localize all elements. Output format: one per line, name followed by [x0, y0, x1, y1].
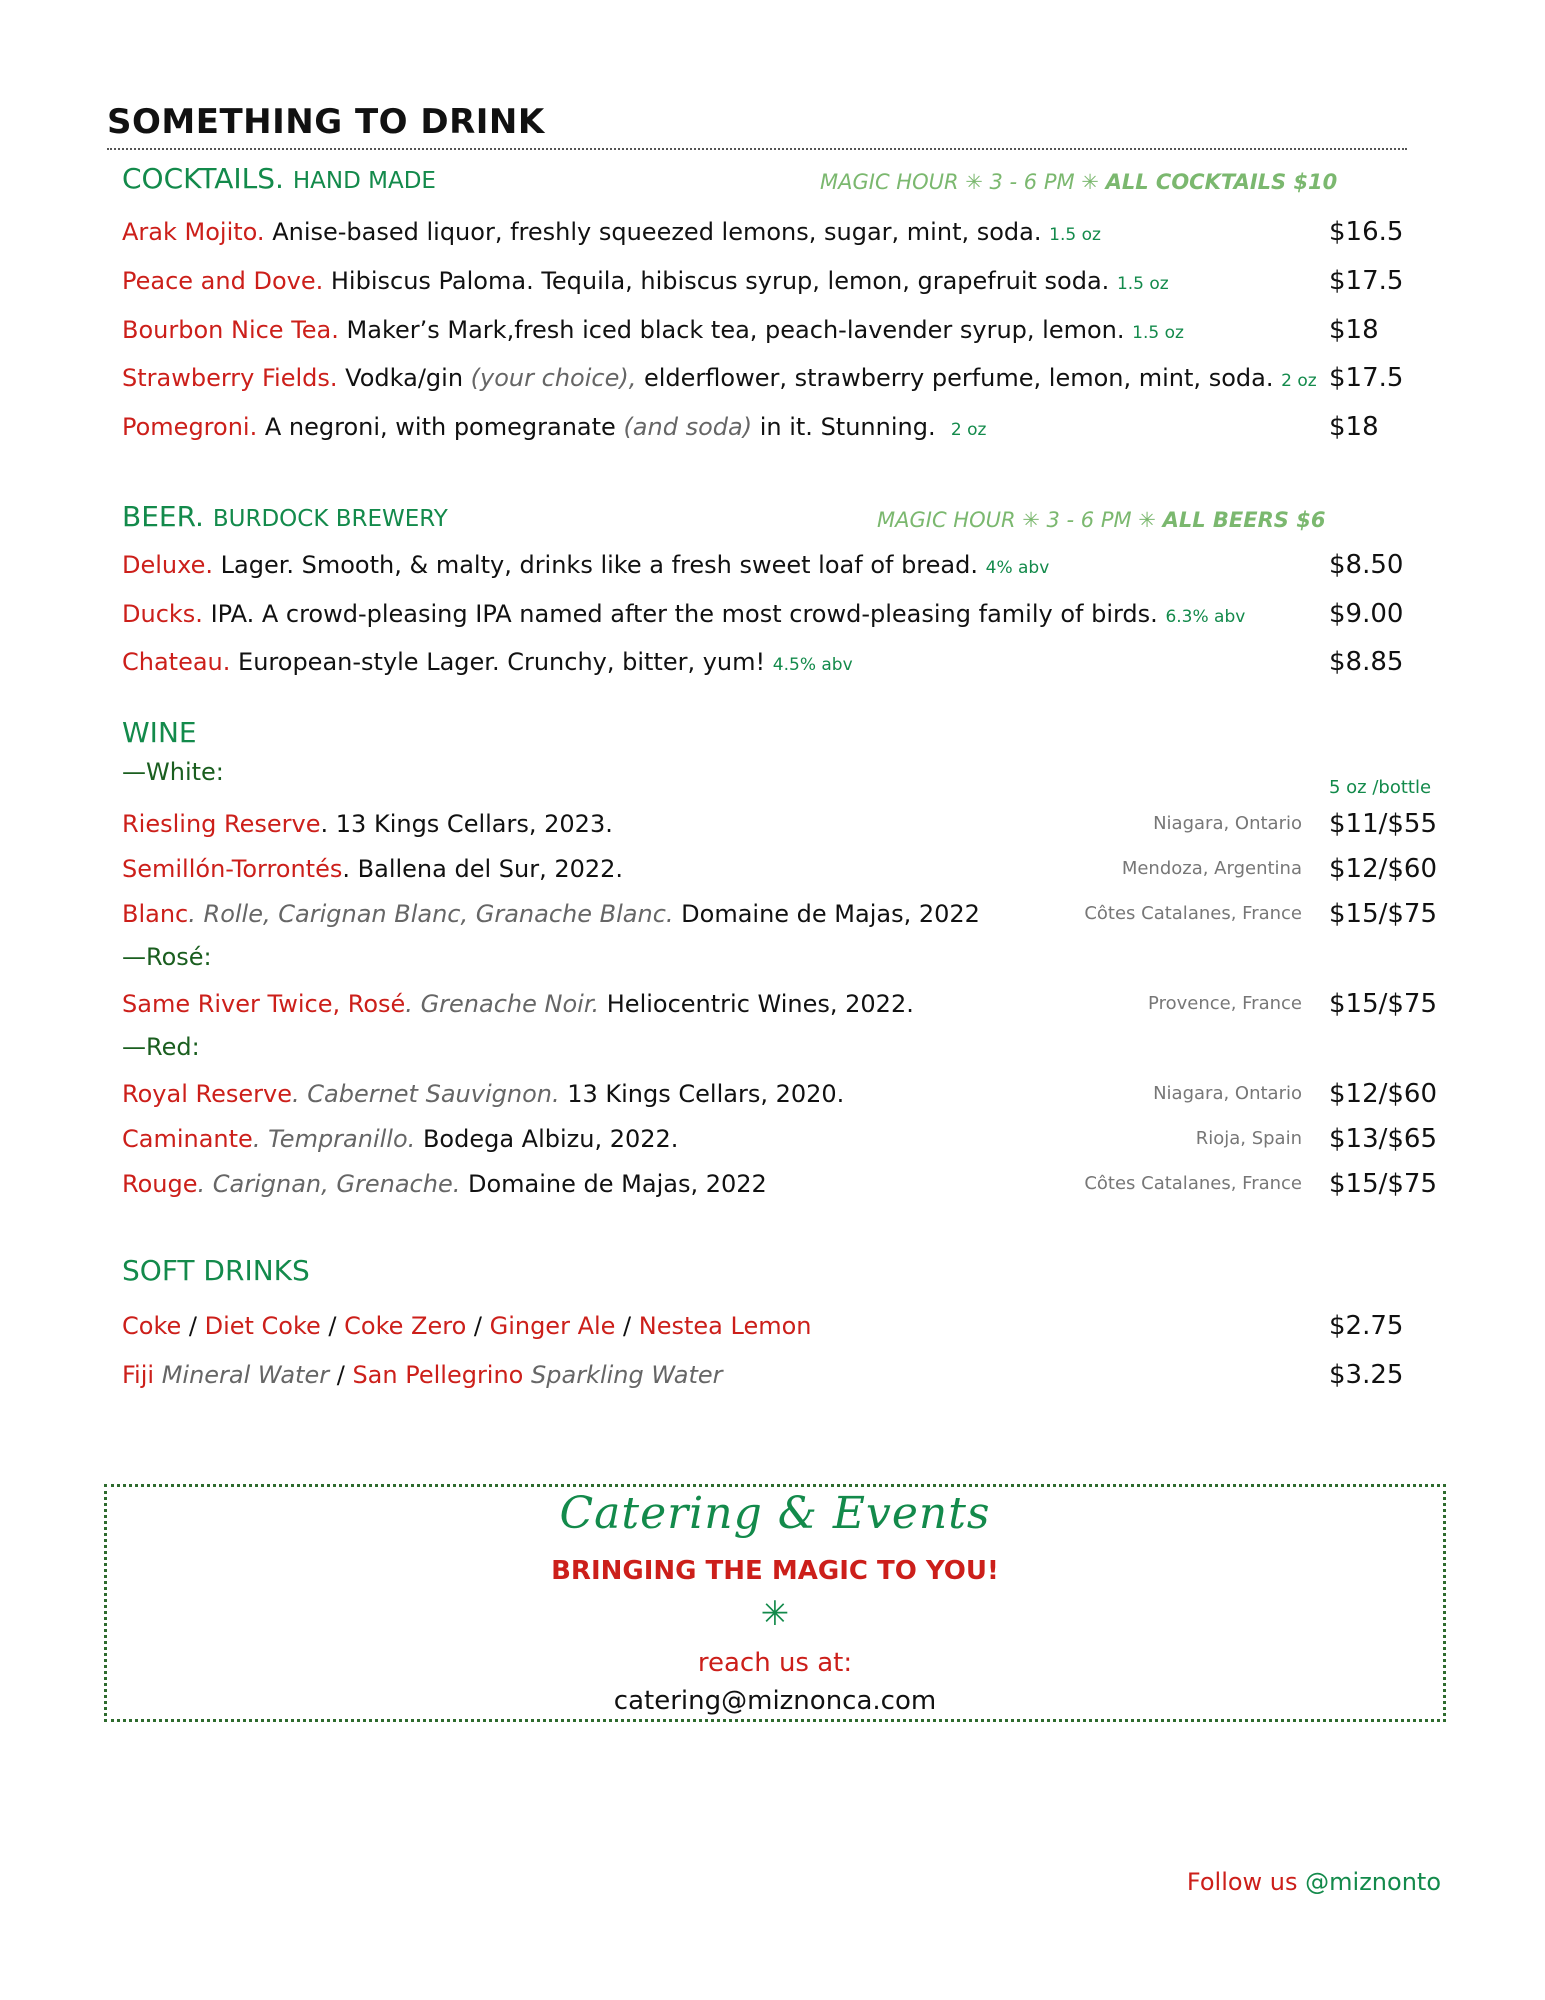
wine-grape: Grenache Noir.: [420, 990, 600, 1018]
item-price: $8.85: [1329, 647, 1404, 677]
wine-region: Côtes Catalanes, France: [1084, 903, 1302, 924]
wine-name: Riesling Reserve: [122, 810, 321, 838]
catering-tagline: BRINGING THE MAGIC TO YOU!: [551, 1556, 999, 1586]
item-price: $9.00: [1329, 599, 1404, 629]
wine-rose-label: —Rosé:: [122, 943, 212, 971]
cocktails-title: COCKTAILS.: [122, 162, 284, 195]
item-desc: in it. Stunning.: [759, 413, 936, 441]
soft-drink-row: Coke / Diet Coke / Coke Zero / Ginger Ale / Nestea Lemon: [122, 1312, 812, 1340]
wine-producer: Domaine de Majas, 2022: [681, 900, 980, 928]
item-abv: 4.5% abv: [772, 655, 853, 675]
menu-item: [122, 216, 1101, 248]
cocktails-heading: [122, 162, 436, 195]
beer-heading: [122, 500, 448, 533]
wine-red-label: —Red:: [122, 1033, 200, 1061]
wine-name: Blanc: [122, 900, 189, 928]
wine-price: $15/$75: [1329, 1169, 1438, 1199]
cocktails-subtitle: HAND MADE: [292, 168, 436, 194]
wine-producer: Domaine de Majas, 2022: [468, 1170, 767, 1198]
soft-drink-name: Nestea Lemon: [638, 1312, 812, 1340]
item-desc: European-style Lager. Crunchy, bitter, yum!: [238, 648, 766, 676]
item-abv: 6.3% abv: [1165, 607, 1246, 627]
item-name: Peace and Dove.: [122, 267, 324, 295]
menu-item: [122, 598, 1245, 630]
item-size: 1.5 oz: [1116, 274, 1169, 294]
item-desc: Lager. Smooth, & malty, drinks like a fresh sweet loaf of bread.: [220, 551, 978, 579]
wine-item: Riesling Reserve. 13 Kings Cellars, 2023.: [122, 810, 613, 838]
wine-price: $15/$75: [1329, 989, 1438, 1019]
item-desc-italic: (your choice),: [470, 364, 637, 392]
soft-drink-name: San Pellegrino: [352, 1361, 524, 1389]
wine-item: Same River Twice, Rosé. Grenache Noir. Heliocentric Wines, 2022.: [122, 990, 914, 1018]
cocktails-magic-hour: [820, 170, 1337, 194]
soft-drinks-heading: SOFT DRINKS: [122, 1254, 310, 1287]
wine-region: Niagara, Ontario: [1153, 813, 1302, 834]
catering-email-link[interactable]: catering@miznonca.com: [613, 1686, 937, 1716]
item-desc: elderflower, strawberry perfume, lemon, mint, soda.: [643, 364, 1274, 392]
wine-name: Royal Reserve: [122, 1080, 292, 1108]
magic-hour-label: MAGIC HOUR ✳ 3 - 6 PM ✳: [820, 170, 1099, 194]
wine-region: Mendoza, Argentina: [1121, 858, 1302, 879]
wine-producer: Bodega Albizu, 2022.: [422, 1125, 679, 1153]
wine-item: Semillón-Torrontés. Ballena del Sur, 2022.: [122, 855, 624, 883]
wine-region: Niagara, Ontario: [1153, 1083, 1302, 1104]
beer-title: BEER.: [122, 500, 204, 533]
wine-name: Rouge: [122, 1170, 198, 1198]
item-desc: Hibiscus Paloma. Tequila, hibiscus syrup, lemon, grapefruit soda.: [330, 267, 1110, 295]
item-name: Deluxe.: [122, 551, 213, 579]
catering-reach-label: reach us at:: [697, 1648, 853, 1678]
wine-price: $11/$55: [1329, 809, 1438, 839]
menu-item: [122, 265, 1169, 297]
wine-price: $13/$65: [1329, 1124, 1438, 1154]
follow-us: [1187, 1868, 1441, 1896]
item-name: Pomegroni.: [122, 413, 258, 441]
menu-item: [122, 549, 1049, 581]
follow-label: Follow us: [1186, 1868, 1306, 1896]
wine-grape: Cabernet Sauvignon.: [307, 1080, 560, 1108]
beer-subtitle: BURDOCK BREWERY: [212, 506, 448, 532]
wine-white-label: —White:: [122, 758, 224, 786]
item-name: Chateau.: [122, 648, 231, 676]
wine-item: Royal Reserve. Cabernet Sauvignon. 13 Kings Cellars, 2020.: [122, 1080, 845, 1108]
magic-hour-label: MAGIC HOUR ✳ 3 - 6 PM ✳: [877, 508, 1156, 532]
magic-hour-deal: ALL BEERS $6: [1162, 508, 1326, 532]
wine-price: $12/$60: [1329, 1079, 1438, 1109]
item-desc-italic: (and soda): [623, 413, 753, 441]
social-handle-link[interactable]: @miznonto: [1305, 1868, 1441, 1896]
star-icon: ✳: [760, 1594, 790, 1634]
wine-price: $12/$60: [1329, 854, 1438, 884]
item-price: $17.5: [1329, 363, 1404, 393]
wine-item: Rouge. Carignan, Grenache. Domaine de Majas, 2022: [122, 1170, 767, 1198]
soft-drink-desc: Mineral Water: [161, 1361, 330, 1389]
title-divider: [107, 148, 1407, 150]
item-desc: Maker’s Mark,fresh iced black tea, peach-lavender syrup, lemon.: [346, 316, 1125, 344]
wine-heading: WINE: [122, 716, 197, 749]
wine-grape: Carignan, Grenache.: [212, 1170, 461, 1198]
beer-magic-hour: [877, 508, 1325, 532]
item-size: 2 oz: [1281, 371, 1317, 391]
wine-name: Same River Twice, Rosé: [122, 990, 406, 1018]
wine-producer: Heliocentric Wines, 2022.: [606, 990, 914, 1018]
wine-size-header: 5 oz /bottle: [1329, 777, 1432, 798]
soft-drink-name: Coke: [122, 1312, 182, 1340]
item-name: Ducks.: [122, 600, 203, 628]
item-name: Strawberry Fields.: [122, 364, 338, 392]
menu-item: [122, 411, 986, 443]
magic-hour-deal: ALL COCKTAILS $10: [1105, 170, 1338, 194]
wine-item: Caminante. Tempranillo. Bodega Albizu, 2022.: [122, 1125, 679, 1153]
soft-drink-row: Fiji Mineral Water / San Pellegrino Sparkling Water: [122, 1361, 723, 1389]
menu-item: [122, 314, 1184, 346]
item-price: $17.5: [1329, 266, 1404, 296]
item-desc: Vodka/gin: [345, 364, 464, 392]
wine-producer: 13 Kings Cellars, 2023.: [335, 810, 613, 838]
menu-item: [122, 362, 1317, 394]
wine-name: Caminante: [122, 1125, 253, 1153]
wine-region: Côtes Catalanes, France: [1084, 1173, 1302, 1194]
page-title: SOMETHING TO DRINK: [107, 102, 545, 142]
item-price: $18: [1329, 412, 1379, 442]
item-desc: IPA. A crowd-pleasing IPA named after the most crowd-pleasing family of birds.: [210, 600, 1158, 628]
item-size: 2 oz: [950, 420, 987, 440]
soft-drink-name: Fiji: [122, 1361, 155, 1389]
wine-region: Rioja, Spain: [1195, 1128, 1302, 1149]
soft-drink-price: $2.75: [1329, 1311, 1404, 1341]
wine-grape: Tempranillo.: [268, 1125, 416, 1153]
wine-region: Provence, France: [1148, 993, 1302, 1014]
item-desc: Anise-based liquor, freshly squeezed lemons, sugar, mint, soda.: [272, 218, 1042, 246]
wine-producer: Ballena del Sur, 2022.: [357, 855, 624, 883]
menu-item: [122, 646, 853, 678]
soft-drink-name: Coke Zero: [344, 1312, 467, 1340]
item-abv: 4% abv: [985, 558, 1050, 578]
wine-grape: Rolle, Carignan Blanc, Granache Blanc.: [203, 900, 674, 928]
item-name: Bourbon Nice Tea.: [122, 316, 339, 344]
catering-title: Catering & Events: [559, 1488, 991, 1539]
item-price: $8.50: [1329, 550, 1404, 580]
item-size: 1.5 oz: [1049, 225, 1101, 245]
item-size: 1.5 oz: [1132, 323, 1184, 343]
item-desc: A negroni, with pomegranate: [264, 413, 616, 441]
soft-drink-price: $3.25: [1329, 1360, 1404, 1390]
wine-item: Blanc. Rolle, Carignan Blanc, Granache Blanc. Domaine de Majas, 2022: [122, 900, 980, 928]
soft-drink-desc: Sparkling Water: [531, 1361, 723, 1389]
item-price: $18: [1329, 315, 1379, 345]
item-name: Arak Mojito.: [122, 218, 265, 246]
soft-drink-name: Ginger Ale: [489, 1312, 616, 1340]
item-price: $16.5: [1329, 217, 1404, 247]
wine-price: $15/$75: [1329, 899, 1438, 929]
wine-name: Semillón-Torrontés: [122, 855, 343, 883]
soft-drink-name: Diet Coke: [204, 1312, 321, 1340]
wine-producer: 13 Kings Cellars, 2020.: [567, 1080, 845, 1108]
